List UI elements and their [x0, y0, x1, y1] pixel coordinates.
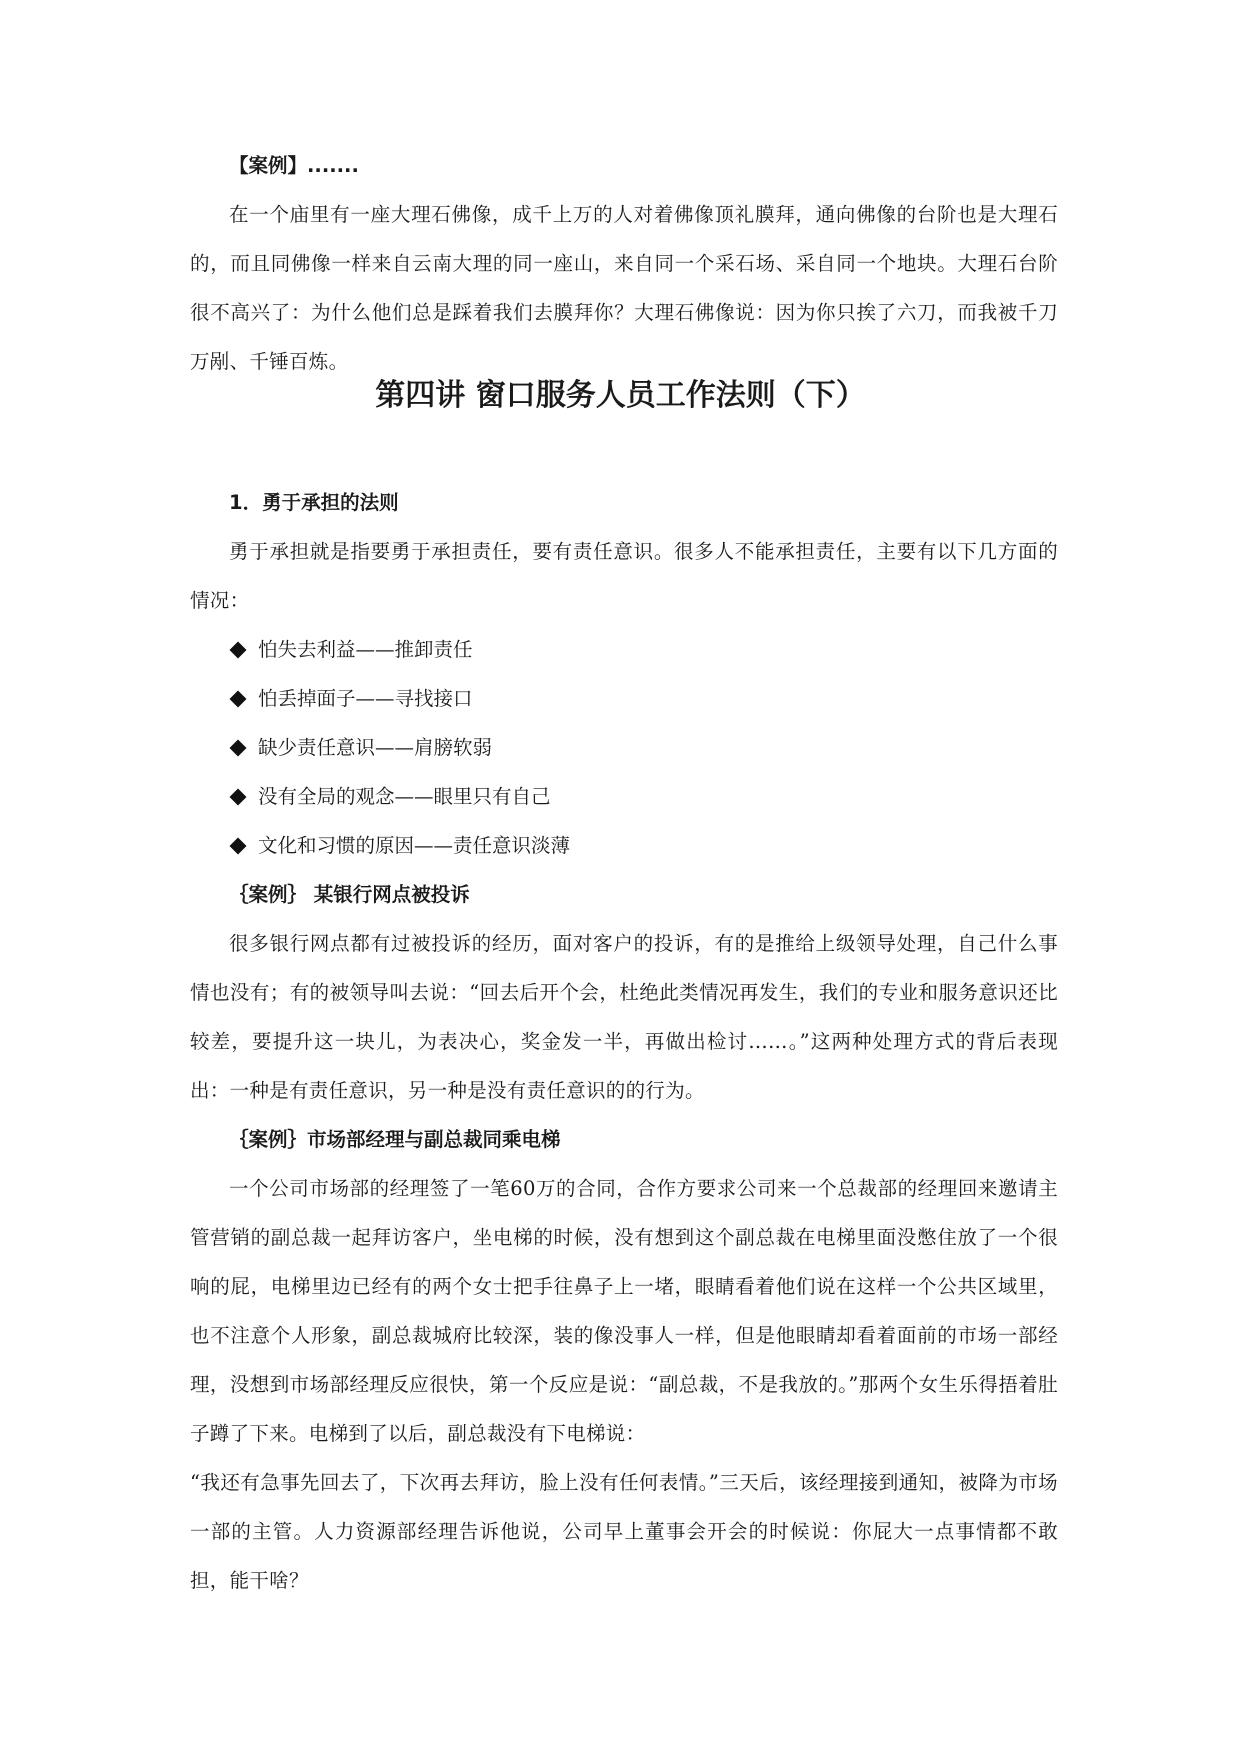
list-item	[190, 772, 1058, 821]
section1-bullet-list	[190, 625, 1058, 870]
diamond-bullet-icon	[230, 837, 247, 854]
intro-case-block	[190, 141, 1058, 386]
bullet-text: 没有全局的观念——眼里只有自己	[258, 785, 551, 808]
case-bank-label: ｛案例｝ 某银行网点被投诉	[229, 883, 470, 906]
list-item	[190, 821, 1058, 870]
lecture-title: 第四讲 窗口服务人员工作法则（下）	[375, 378, 866, 413]
intro-case-label: 【案例】.......	[229, 154, 359, 177]
section1-intro: 勇于承担就是指要勇于承担责任，要有责任意识。很多人不能承担责任，主要有以下几方面的情况：	[190, 540, 1058, 612]
diamond-bullet-icon	[230, 690, 247, 707]
list-item	[190, 723, 1058, 772]
list-item	[190, 674, 1058, 723]
diamond-bullet-icon	[230, 641, 247, 658]
section1-block	[190, 478, 1058, 1605]
section1-heading: 1．勇于承担的法则	[229, 491, 399, 514]
case-elevator-paragraph-2: “我还有急事先回去了，下次再去拜访，脸上没有任何表情。”三天后，该经理接到通知，被降为市场一部的主管。人力资源部经理告诉他说，公司早上董事会开会的时候说：你屁大一点事情都不敢担，能干啥？	[190, 1471, 1058, 1592]
case-elevator-paragraph-1: 一个公司市场部的经理签了一笔60万的合同，合作方要求公司来一个总裁部的经理回来邀请主管营销的副总裁一起拜访客户，坐电梯的时候，没有想到这个副总裁在电梯里面没憋住放了一个很响的屁，电梯里边已经有的两个女士把手往鼻子上一堵，眼睛看着他们说在这样一个公共区域里，也不注意个人形象，副总裁城府比较深，装的像没事人一样，但是他眼睛却看着面前的市场一部经理，没想到市场部经理反应很快，第一个反应是说：“副总裁，不是我放的。”那两个女生乐得捂着肚子蹲了下来。电梯到了以后，副总裁没有下电梯说：	[190, 1177, 1058, 1445]
bullet-text: 缺少责任意识——肩膀软弱	[258, 736, 493, 759]
case-elevator-label: ｛案例｝市场部经理与副总裁同乘电梯	[229, 1128, 561, 1151]
bullet-text: 怕丢掉面子——寻找接口	[258, 687, 473, 710]
intro-case-paragraph: 在一个庙里有一座大理石佛像，成千上万的人对着佛像顶礼膜拜，通向佛像的台阶也是大理石的，而且同佛像一样来自云南大理的同一座山，来自同一个采石场、采自同一个地块。大理石台阶很不高兴了：为什么他们总是踩着我们去膜拜你？大理石佛像说：因为你只挨了六刀，而我被千刀万剐、千锤百炼。	[190, 203, 1058, 373]
list-item	[190, 625, 1058, 674]
diamond-bullet-icon	[230, 788, 247, 805]
diamond-bullet-icon	[230, 739, 247, 756]
bullet-text: 怕失去利益——推卸责任	[258, 638, 473, 661]
bullet-text: 文化和习惯的原因——责任意识淡薄	[258, 834, 571, 857]
case-bank-paragraph: 很多银行网点都有过被投诉的经历，面对客户的投诉，有的是推给上级领导处理，自己什么事情也没有；有的被领导叫去说：“回去后开个会，杜绝此类情况再发生，我们的专业和服务意识还比较差，要提升这一块儿，为表决心，奖金发一半，再做出检讨……。”这两种处理方式的背后表现出：一种是有责任意识，另一种是没有责任意识的的行为。	[190, 932, 1058, 1102]
